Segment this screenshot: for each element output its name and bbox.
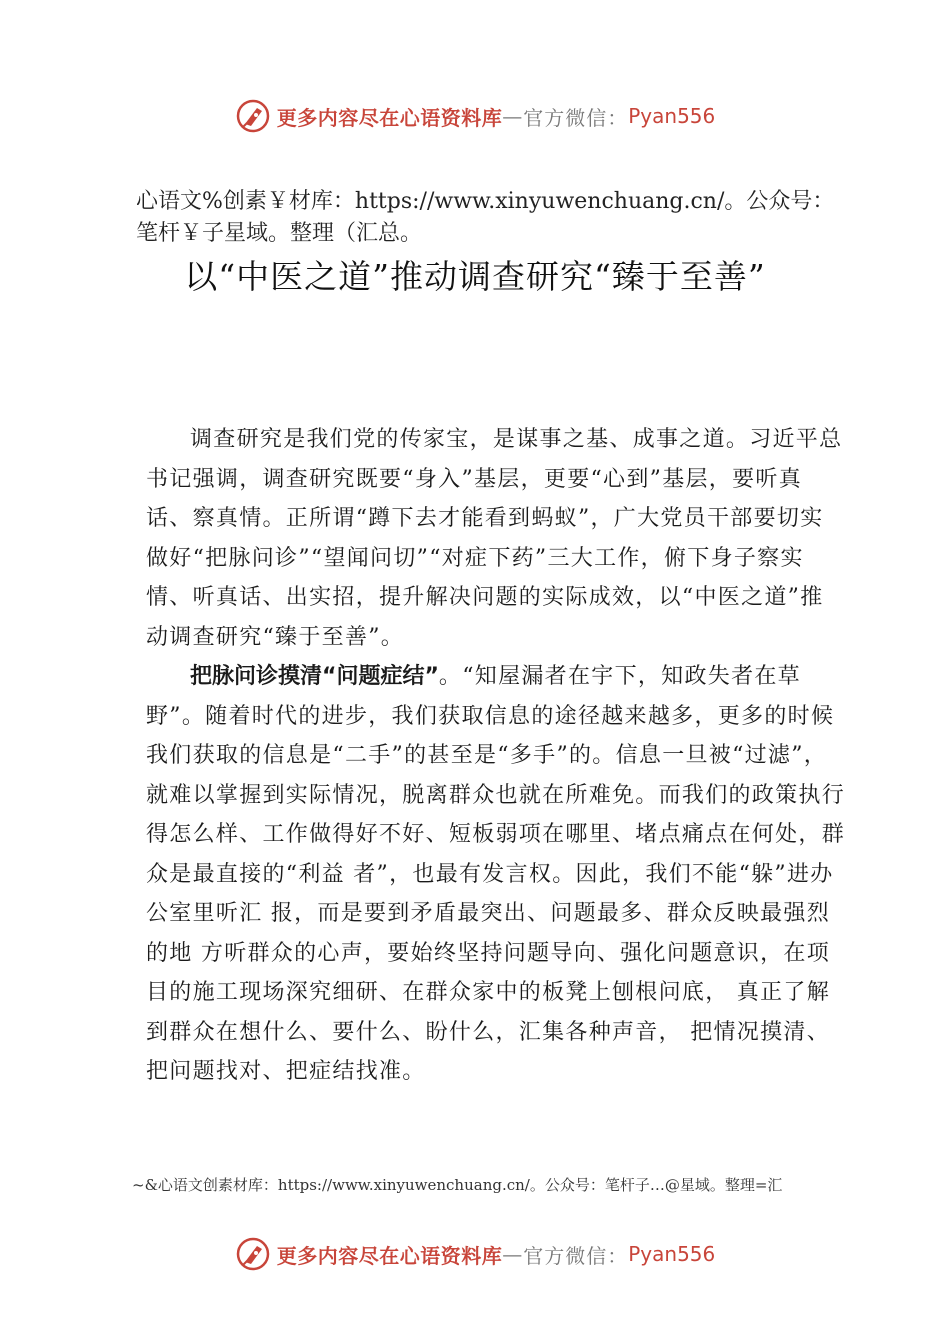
banner-wechat-id: Pyan556 <box>628 104 716 128</box>
pen-nib-logo-icon <box>235 98 271 134</box>
paragraph-2 <box>146 657 846 1092</box>
banner-brand-text: 更多内容尽在心语资料库 <box>276 1243 503 1268</box>
paragraph-2-text: 。“知屋漏者在宇下，知政失者在草野”。随着时代的进步，我们获取信息的途径越来越多，更多的时候我们获取的信息是“二手”的甚至是“多手”的。信息一旦被“过滤”，就难以掌握到实际情况，脱离群众也就在所难免。而我们的政策执行得怎么样、工作做得好不好、短板弱项在哪里、堵点痛点在何处，群众是最直接的“利益 者”，也最有发言权。因此，我们不能“躲”进办公室里听汇 报，而是要到矛盾最突出、问题最多、群众反映最强烈的地 方听群众的心声，要始终坚持问题导向、强化问题意识，在项目的施工现场深究细研、在群众家中的板凳上刨根问底， 真正了解到群众在想什么、要什么、盼什么，汇集各种声音， 把情况摸清、把问题找对、把症结找准。 <box>146 664 846 1084</box>
article-body <box>146 420 846 1092</box>
banner-wechat-id: Pyan556 <box>628 1242 716 1266</box>
footer-source-note: ~&心语文创素材库：https://www.xinyuwenchuang.cn/。公众号：笔杆子…@星域。整理=汇 <box>132 1176 783 1194</box>
top-banner <box>0 94 950 138</box>
banner-brand-text: 更多内容尽在心语资料库 <box>276 105 503 130</box>
pen-nib-logo-icon <box>235 1236 271 1272</box>
header-source-note: 心语文%创素￥材库：https://www.xinyuwenchuang.cn/。公众号：笔杆￥子星域。整理（汇总。 <box>136 189 835 246</box>
article-title: 以“中医之道”推动调查研究“臻于至善” <box>184 257 766 296</box>
paragraph-2-lead: 把脉问诊摸清“问题症结” <box>190 664 439 689</box>
banner-official-label: 官方微信： <box>523 105 629 130</box>
banner-official-label: 官方微信： <box>523 1243 629 1268</box>
bottom-banner <box>0 1232 950 1276</box>
banner-dash: — <box>502 1242 524 1266</box>
paragraph-1-text: 调查研究是我们党的传家宝，是谋事之基、成事之道。习近平总书记强调，调查研究既要“身入”基层，更要“心到”基层，要听真话、察真情。正所谓“蹲下去才能看到蚂蚁”，广大党员干部要切实做好“把脉问诊”“望闻问切”“对症下药”三大工作，俯下身子察实情、听真话、出实招，提升解决问题的实际成效，以“中医之道”推动调查研究“臻于至善”。 <box>146 427 843 650</box>
banner-dash: — <box>502 104 524 128</box>
paragraph-1 <box>146 420 846 657</box>
